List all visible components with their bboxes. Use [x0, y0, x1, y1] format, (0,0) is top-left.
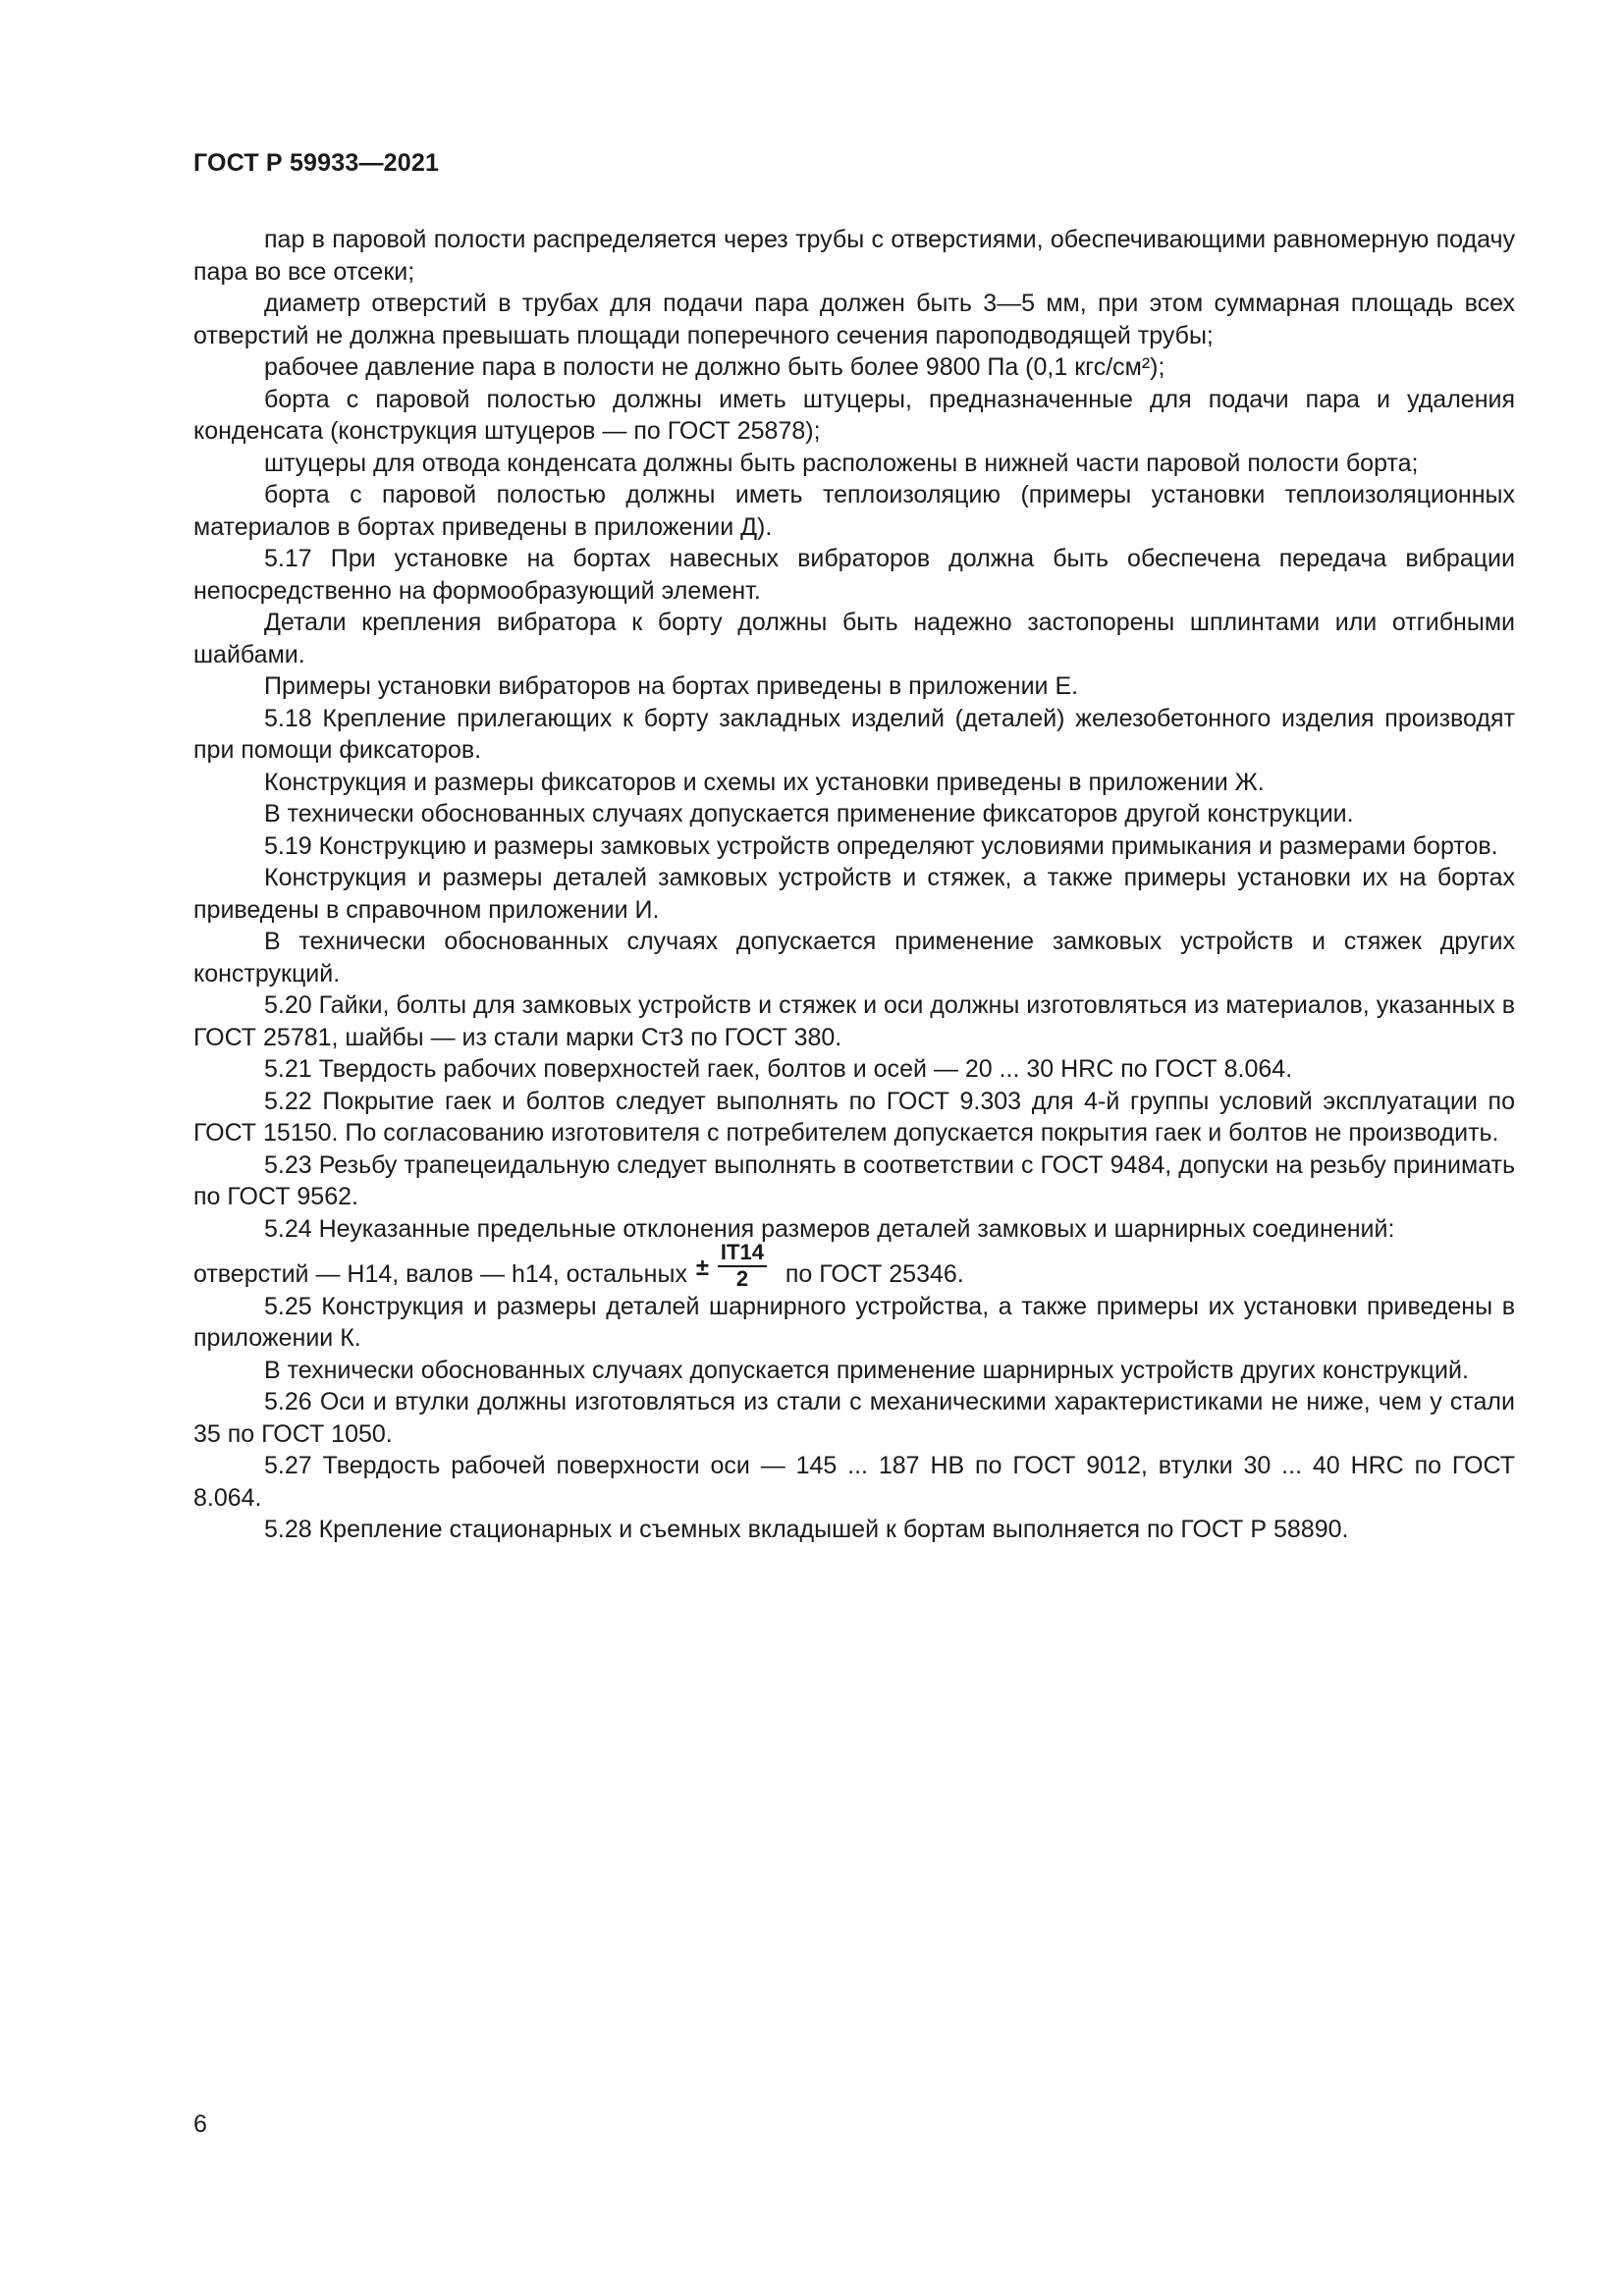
paragraph: Детали крепления вибратора к борту должны быть надежно застопорены шплинтами или отгибными шайбами.	[193, 609, 1515, 668]
paragraph: В технически обоснованных случаях допускается применение шарнирных устройств других конструкций.	[264, 1356, 1469, 1384]
page-number: 6	[193, 2110, 207, 2138]
paragraph: 5.27 Твердость рабочей поверхности оси — 145 ... 187 HB по ГОСТ 9012, втулки 30 ... 40 HRC по ГОСТ 8.064.	[193, 1452, 1515, 1512]
tolerance-formula-line	[193, 1240, 1515, 1291]
paragraph: В технически обоснованных случаях допускается применение замковых устройств и стяжек других конструкций.	[193, 928, 1515, 988]
document-body	[193, 224, 1515, 1546]
paragraph: Конструкция и размеры деталей замковых устройств и стяжек, а также примеры установки их на бортах приведены в справочном приложении И.	[193, 864, 1515, 924]
paragraph: 5.25 Конструкция и размеры деталей шарнирного устройства, а также примеры их установки приведены в приложении К.	[193, 1292, 1515, 1352]
formula-text-before: отверстий — H14, валов — h14, остальных	[193, 1260, 687, 1288]
paragraph: 5.23 Резьбу трапецеидальную следует выполнять в соответствии с ГОСТ 9484, допуски на резьбу принимать по ГОСТ 9562.	[193, 1150, 1515, 1210]
paragraph: борта с паровой полостью должны иметь теплоизоляцию (примеры установки теплоизоляционных материалов в бортах приведены в приложении Д).	[193, 481, 1515, 541]
paragraph: 5.24 Неуказанные предельные отклонения размеров деталей замковых и шарнирных соединений:	[264, 1214, 1395, 1243]
paragraph: 5.19 Конструкцию и размеры замковых устройств определяют условиями примыкания и размерами бортов.	[264, 831, 1498, 860]
paragraph: 5.17 При установке на бортах навесных вибраторов должна быть обеспечена передача вибрации непосредственно на формообразующий элемент.	[193, 545, 1515, 605]
paragraph: пар в паровой полости распределяется через трубы с отверстиями, обеспечивающими равномерную подачу пара во все отсеки;	[193, 226, 1515, 286]
paragraph: Примеры установки вибраторов на бортах приведены в приложении Е.	[264, 672, 1079, 700]
paragraph: 5.22 Покрытие гаек и болтов следует выполнять по ГОСТ 9.303 для 4-й группы условий эксплуатации по ГОСТ 15150. По согласованию изготовителя с потребителем допускается покрытия гаек и болтов не производить.	[193, 1087, 1515, 1147]
paragraph: 5.18 Крепление прилегающих к борту закладных изделий (деталей) железобетонного изделия производят при помощи фиксаторов.	[193, 704, 1515, 764]
paragraph: 5.26 Оси и втулки должны изготовляться из стали с механическими характеристиками не ниже, чем у стали 35 по ГОСТ 1050.	[193, 1388, 1515, 1448]
fraction-denominator: 2	[735, 1266, 749, 1291]
paragraph: Конструкция и размеры фиксаторов и схемы их установки приведены в приложении Ж.	[264, 768, 1265, 796]
paragraph: рабочее давление пара в полости не должно быть более 9800 Па (0,1 кгс/см²);	[264, 353, 1165, 381]
paragraph: 5.28 Крепление стационарных и съемных вкладышей к бортам выполняется по ГОСТ Р 58890.	[264, 1516, 1349, 1543]
document-header: ГОСТ Р 59933—2021	[193, 149, 440, 177]
paragraph: борта с паровой полостью должны иметь штуцеры, предназначенные для подачи пара и удаления конденсата (конструкция штуцеров — по ГОСТ 25878);	[193, 385, 1515, 445]
plus-minus-sign: ±	[695, 1254, 710, 1281]
paragraph: 5.21 Твердость рабочих поверхностей гаек, болтов и осей — 20 ... 30 HRC по ГОСТ 8.064.	[264, 1055, 1293, 1083]
tolerance-fraction	[694, 1240, 779, 1291]
paragraph: диаметр отверстий в трубах для подачи пара должен быть 3—5 мм, при этом суммарная площадь всех отверстий не должна превышать площади поперечного сечения пароподводящей трубы;	[193, 290, 1515, 349]
paragraph: 5.20 Гайки, болты для замковых устройств и стяжек и оси должны изготовляться из материалов, указанных в ГОСТ 25781, шайбы — из стали марки Ст3 по ГОСТ 380.	[193, 991, 1515, 1051]
formula-text-after: по ГОСТ 25346.	[785, 1260, 964, 1288]
paragraph: В технически обоснованных случаях допускается применение фиксаторов другой конструкции.	[264, 800, 1354, 828]
paragraph: штуцеры для отвода конденсата должны быть расположены в нижней части паровой полости борта;	[264, 449, 1419, 477]
fraction-numerator: IT14	[718, 1242, 767, 1267]
